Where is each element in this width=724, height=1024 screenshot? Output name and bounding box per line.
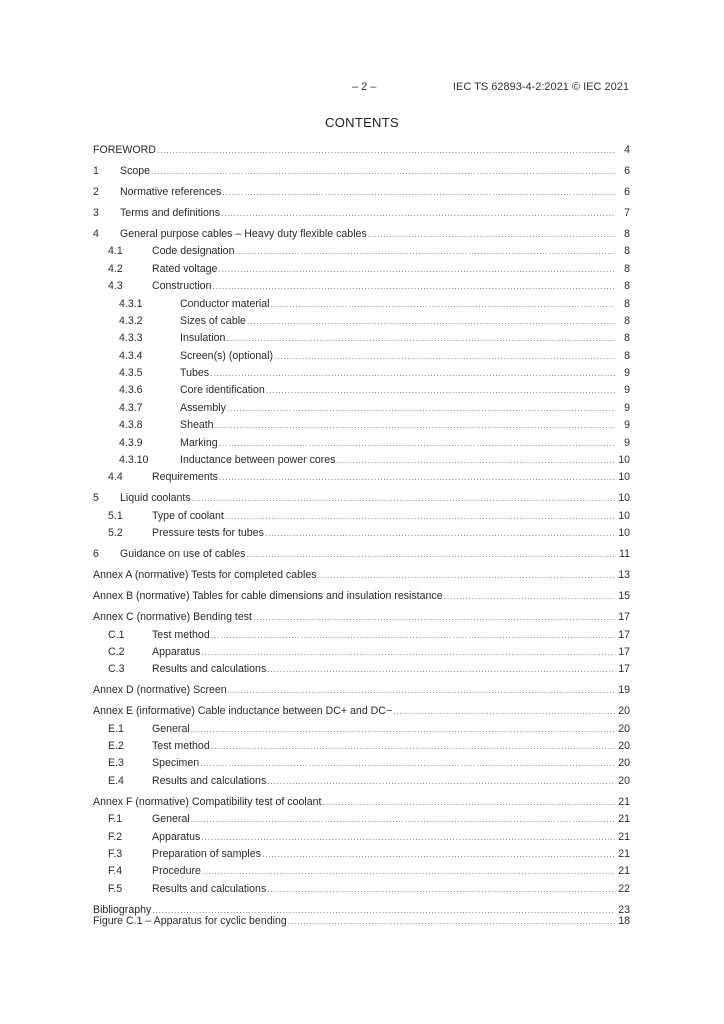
toc-entry-title: Annex A (normative) Tests for completed cables [93,569,317,582]
toc-entry-title: Requirements [152,471,218,484]
toc-entry-number: F.4 [108,865,123,878]
dot-leader [235,244,615,258]
toc-entry-page: 21 [618,813,630,826]
toc-entry-number: C.3 [108,663,125,676]
dot-leader [368,227,615,241]
toc-entry[interactable] [93,279,630,296]
toc-entry-title: Results and calculations [152,882,267,895]
dot-leader [218,262,615,276]
toc-entry-title: FOREWORD [93,144,156,156]
toc-entry-title: Conductor material [180,297,270,310]
toc-entry-number: 4.1 [108,245,123,258]
dot-leader [253,610,615,624]
toc-entry-number: 4.3.5 [119,367,143,380]
dot-leader [201,830,615,844]
toc-entry-title: Marking [180,436,218,449]
toc-entry-number: 5 [93,492,99,505]
toc-entry-page: 17 [618,611,630,624]
dot-leader [318,568,615,582]
toc-entry[interactable] [93,418,630,435]
dot-leader [201,645,615,659]
figure-entry-title: Figure C.1 – Apparatus for cyclic bending [93,915,287,927]
toc-entry-title: Specimen [152,757,200,770]
toc-entry[interactable] [93,628,630,645]
toc-entry-page: 8 [624,227,630,240]
toc-entry[interactable] [93,314,630,331]
toc-entry-page: 15 [618,590,630,603]
toc-entry-number: 1 [93,164,99,177]
toc-entry-page: 8 [624,262,630,275]
toc-entry-number: F.1 [108,813,123,826]
toc-entry-number: F.2 [108,830,123,843]
toc-entry[interactable] [93,185,630,202]
contents-title: CONTENTS [325,115,399,130]
toc-entry-page: 17 [618,628,630,641]
dot-leader [266,383,615,397]
toc-entry-title: Terms and definitions [120,206,221,219]
toc-entry[interactable] [93,589,630,606]
toc-entry-title: General [152,722,190,735]
toc-entry[interactable] [93,526,630,543]
toc-entry[interactable] [93,812,630,829]
dot-leader [221,206,615,220]
dot-leader [211,739,615,753]
toc-entry[interactable] [93,864,630,881]
toc-entry-page: 21 [618,830,630,843]
toc-entry[interactable] [93,683,630,700]
table-of-contents [93,143,630,920]
toc-entry-number: F.3 [108,847,123,860]
toc-entry[interactable] [93,509,630,526]
toc-entry[interactable] [93,795,630,812]
toc-entry-title: Sheath [180,419,214,432]
toc-entry-number: C.1 [108,628,125,641]
dot-leader [274,349,615,363]
toc-entry-number: 5.2 [108,527,123,540]
toc-entry[interactable] [93,206,630,223]
toc-entry-page: 10 [618,471,630,484]
toc-entry-number: 4.3.6 [119,384,143,397]
toc-entry-number: 6 [93,548,99,561]
toc-entry[interactable] [93,244,630,261]
toc-entry-page: 13 [618,569,630,582]
dot-leader [210,366,615,380]
dot-leader [246,547,615,561]
dot-leader [336,453,615,467]
toc-entry-title: Test method [152,740,210,753]
toc-entry-number: E.2 [108,740,124,753]
dot-leader [267,882,615,896]
toc-entry-number: 4.2 [108,262,123,275]
toc-entry[interactable] [93,227,630,244]
toc-entry-title: Procedure [152,865,201,878]
toc-entry[interactable] [93,491,630,508]
toc-entry-title: Results and calculations [152,663,267,676]
toc-entry-title: Annex B (normative) Tables for cable dimensions and insulation resistance [93,590,443,603]
dot-leader [265,526,615,540]
toc-entry-page: 10 [618,454,630,467]
toc-entry-number: E.1 [108,722,124,735]
dot-leader [288,914,615,928]
toc-entry-page: 8 [624,280,630,293]
dot-leader [211,628,615,642]
toc-entry-title: Insulation [180,332,226,345]
toc-entry-title: Apparatus [152,645,201,658]
toc-entry-title: Bibliography [93,903,152,916]
toc-entry-title: Results and calculations [152,774,267,787]
dot-leader [228,683,615,697]
toc-entry[interactable] [93,847,630,864]
toc-entry-page: 6 [624,185,630,198]
dot-leader [225,509,615,523]
toc-entry[interactable] [93,331,630,348]
dot-leader [227,401,615,415]
toc-entry[interactable] [93,739,630,756]
dot-leader [215,418,615,432]
toc-entry[interactable] [93,704,630,721]
toc-entry-title: Inductance between power cores [180,454,336,467]
toc-entry[interactable] [93,143,630,160]
toc-entry-title: Annex E (informative) Cable inductance between DC+ and DC− [93,705,393,718]
toc-entry-number: 4.3.3 [119,332,143,345]
toc-entry-page: 9 [624,436,630,449]
dot-leader [393,704,615,718]
dot-leader [192,491,615,505]
toc-entry[interactable] [93,882,630,899]
toc-entry-title: Guidance on use of cables [120,548,246,561]
toc-entry-page: 20 [618,705,630,718]
toc-entry[interactable] [93,262,630,279]
toc-entry-title: Code designation [152,245,235,258]
toc-entry-title: Annex D (normative) Screen [93,684,227,697]
toc-entry-number: 5.1 [108,509,123,522]
toc-entry-page: 4 [624,144,630,156]
toc-entry-page: 8 [624,314,630,327]
dot-leader [219,470,615,484]
toc-entry[interactable] [93,662,630,679]
dot-leader [226,331,615,345]
page-number: – 2 – [352,81,377,93]
dot-leader [262,847,615,861]
toc-entry[interactable] [93,568,630,585]
dot-leader [157,143,615,157]
toc-entry-title: Annex F (normative) Compatibility test of coolant [93,795,322,808]
dot-leader [151,164,615,178]
toc-entry-page: 6 [624,164,630,177]
toc-entry-title: Screen(s) (optional) [180,349,274,362]
toc-entry-page: 20 [618,722,630,735]
toc-entry-page: 17 [618,645,630,658]
figure-entry[interactable] [93,914,630,931]
toc-entry-number: E.4 [108,774,124,787]
dot-leader [267,774,615,788]
toc-entry[interactable] [93,297,630,314]
toc-entry-title: Rated voltage [152,262,218,275]
toc-entry[interactable] [93,830,630,847]
dot-leader [444,589,615,603]
toc-entry-number: 4.3.1 [119,297,143,310]
toc-entry-page: 11 [619,548,630,561]
toc-entry[interactable] [93,756,630,773]
toc-entry-page: 9 [624,384,630,397]
toc-entry-number: C.2 [108,645,125,658]
toc-entry-title: Preparation of samples [152,847,261,860]
toc-entry[interactable] [93,401,630,418]
document-reference: IEC TS 62893-4-2:2021 © IEC 2021 [452,81,629,93]
toc-entry-number: 4.4 [108,471,123,484]
toc-entry-page: 17 [618,663,630,676]
toc-entry-number: 2 [93,185,99,198]
toc-entry-page: 8 [624,297,630,310]
toc-entry-page: 20 [618,774,630,787]
toc-entry-page: 10 [618,492,630,505]
toc-entry-number: 4.3.9 [119,436,143,449]
toc-entry-page: 7 [624,206,630,219]
toc-entry-title: General purpose cables – Heavy duty flexible cables [120,227,367,240]
dot-leader [219,436,615,450]
toc-entry-page: 9 [624,419,630,432]
dot-leader [191,812,615,826]
toc-entry[interactable] [93,366,630,383]
toc-entry-title: Tubes [180,367,210,380]
toc-entry-page: 10 [618,509,630,522]
toc-entry-number: F.5 [108,882,123,895]
toc-entry[interactable] [93,547,630,564]
list-of-figures [93,914,630,931]
dot-leader [322,795,615,809]
dot-leader [247,314,615,328]
toc-entry-title: Pressure tests for tubes [152,527,264,540]
toc-entry-title: Normative references [120,185,222,198]
toc-entry-title: Apparatus [152,830,201,843]
toc-entry-page: 21 [618,865,630,878]
toc-entry[interactable] [93,774,630,791]
toc-entry-number: 4.3 [108,280,123,293]
toc-entry-page: 21 [618,847,630,860]
toc-entry-title: Type of coolant [152,509,224,522]
toc-entry-title: Test method [152,628,210,641]
dot-leader [222,185,615,199]
dot-leader [200,756,615,770]
toc-entry-number: 4.3.10 [119,454,149,467]
toc-entry-page: 20 [618,740,630,753]
toc-entry[interactable] [93,610,630,627]
toc-entry-page: 21 [618,795,630,808]
page-header [0,81,724,97]
toc-entry-title: Annex C (normative) Bending test [93,611,252,624]
toc-entry-page: 10 [618,527,630,540]
toc-entry-title: Construction [152,280,212,293]
dot-leader [191,722,615,736]
toc-entry[interactable] [93,645,630,662]
toc-entry-page: 20 [618,757,630,770]
toc-entry[interactable] [93,383,630,400]
figure-entry-page: 18 [618,915,630,927]
toc-entry-page: 8 [624,245,630,258]
toc-entry[interactable] [93,453,630,470]
toc-entry-title: Liquid coolants [120,492,191,505]
dot-leader [267,662,615,676]
toc-entry-page: 19 [618,684,630,697]
toc-entry-page: 23 [618,903,630,916]
toc-entry-page: 9 [624,401,630,414]
toc-entry[interactable] [93,164,630,181]
toc-entry-title: Assembly [180,401,226,414]
dot-leader [212,279,615,293]
toc-entry[interactable] [93,722,630,739]
toc-entry-number: 4 [93,227,99,240]
dot-leader [202,864,615,878]
toc-entry-title: Sizes of cable [180,314,246,327]
toc-entry-number: 3 [93,206,99,219]
toc-entry-title: Scope [120,164,151,177]
toc-entry[interactable] [93,470,630,487]
toc-entry-title: General [152,813,190,826]
toc-entry[interactable] [93,436,630,453]
toc-entry-number: 4.3.2 [119,314,143,327]
dot-leader [271,297,616,311]
toc-entry-number: 4.3.8 [119,419,143,432]
toc-entry-page: 9 [624,367,630,380]
toc-entry-number: 4.3.7 [119,401,143,414]
toc-entry-page: 8 [624,349,630,362]
toc-entry-page: 8 [624,332,630,345]
toc-entry-title: Core identification [180,384,265,397]
toc-entry[interactable] [93,349,630,366]
toc-entry-number: E.3 [108,757,124,770]
toc-entry-page: 22 [618,882,630,895]
toc-entry-number: 4.3.4 [119,349,143,362]
